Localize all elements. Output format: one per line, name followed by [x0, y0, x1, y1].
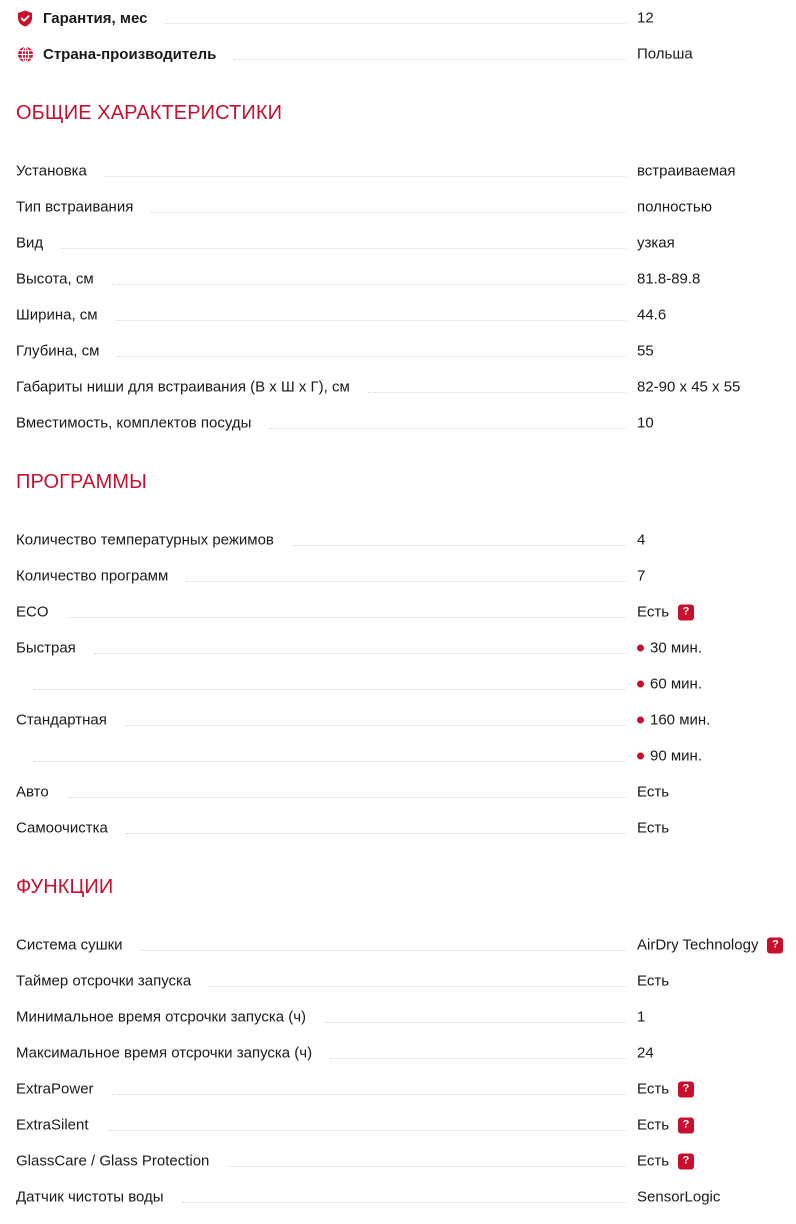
shield-check-icon: [16, 9, 34, 27]
spec-value: [637, 568, 645, 585]
dotted-leader: [209, 986, 626, 987]
spec-value-text: 44.6: [637, 306, 667, 324]
spec-row: [16, 1179, 796, 1215]
spec-value: [637, 748, 702, 765]
spec-label-text: Самоочистка: [16, 819, 108, 837]
spec-value: [637, 46, 693, 63]
dotted-leader: [186, 581, 626, 582]
spec-value-text: 24: [637, 1044, 654, 1062]
spec-label: [16, 640, 76, 657]
help-icon[interactable]: ?: [678, 1153, 694, 1169]
spec-row: [16, 297, 796, 333]
spec-value-text: SensorLogic: [637, 1188, 721, 1206]
spec-row: [16, 702, 796, 738]
help-icon[interactable]: ?: [678, 1081, 694, 1097]
spec-value: [637, 271, 700, 288]
spec-value-text: Есть: [637, 603, 670, 621]
spec-row: [16, 810, 796, 846]
spec-label-text: Быстрая: [16, 639, 76, 657]
dotted-leader: [292, 545, 626, 546]
spec-label: [16, 235, 43, 252]
spec-value: [637, 820, 669, 837]
spec-value: [637, 307, 666, 324]
spec-label: [16, 937, 123, 954]
spec-row: [16, 261, 796, 297]
dotted-leader: [330, 1058, 626, 1059]
spec-label: [16, 163, 87, 180]
dotted-leader: [151, 212, 626, 213]
spec-label: [16, 9, 147, 27]
spec-label-text: Количество температурных режимов: [16, 531, 274, 549]
spec-value: [637, 343, 654, 360]
spec-value-text: узкая: [637, 234, 675, 252]
dotted-leader: [227, 1166, 626, 1167]
dotted-leader: [182, 1202, 626, 1203]
spec-label-text: Глубина, см: [16, 342, 100, 360]
bullet-icon: [637, 717, 644, 724]
dotted-leader: [34, 761, 626, 762]
spec-value-text: AirDry Technology: [637, 936, 759, 954]
spec-label-text: Датчик чистоты воды: [16, 1188, 164, 1206]
spec-row: [16, 0, 796, 36]
spec-label: [16, 343, 99, 360]
spec-row: [16, 522, 796, 558]
spec-label-text: Количество программ: [16, 567, 169, 585]
spec-label: [16, 1189, 164, 1206]
spec-value: [637, 379, 740, 396]
spec-value-text: Польша: [637, 45, 693, 63]
spec-value: [637, 937, 783, 954]
spec-row: [16, 666, 796, 702]
dotted-leader: [324, 1022, 626, 1023]
spec-label: [16, 379, 350, 396]
spec-row: [16, 630, 796, 666]
spec-label: [16, 307, 98, 324]
spec-value-text: Есть: [637, 783, 670, 801]
spec-value: [637, 676, 702, 693]
spec-label-text: Тип встраивания: [16, 198, 134, 216]
spec-label-text: ExtraPower: [16, 1080, 94, 1098]
spec-label: [16, 1081, 94, 1098]
help-icon[interactable]: ?: [678, 1117, 694, 1133]
help-icon[interactable]: ?: [678, 604, 694, 620]
spec-label: [16, 415, 251, 432]
spec-row: [16, 153, 796, 189]
spec-row: [16, 774, 796, 810]
spec-label: [16, 271, 94, 288]
dotted-leader: [112, 284, 626, 285]
dotted-leader: [269, 428, 626, 429]
spec-row: [16, 999, 796, 1035]
spec-label: [16, 784, 49, 801]
spec-label-text: GlassCare / Glass Protection: [16, 1152, 210, 1170]
spec-value-text: 10: [637, 414, 654, 432]
spec-value-text: 90 мин.: [650, 747, 702, 765]
spec-row: [16, 1071, 796, 1107]
dotted-leader: [34, 689, 626, 690]
dotted-leader: [234, 59, 626, 60]
spec-value: [637, 532, 645, 549]
spec-label: [16, 532, 274, 549]
dotted-leader: [112, 1094, 626, 1095]
spec-label-text: Вид: [16, 234, 44, 252]
spec-value: [637, 640, 702, 657]
spec-row: [16, 558, 796, 594]
dotted-leader: [165, 23, 626, 24]
spec-value-text: 82-90 х 45 х 55: [637, 378, 741, 396]
spec-label-text: Стандартная: [16, 711, 107, 729]
spec-row: [16, 927, 796, 963]
dotted-leader: [141, 950, 626, 951]
spec-value: [637, 1009, 645, 1026]
spec-label-text: Максимальное время отсрочки запуска (ч): [16, 1044, 313, 1062]
spec-value: [637, 784, 669, 801]
spec-label-text: Ширина, см: [16, 306, 98, 324]
bullet-icon: [637, 753, 644, 760]
spec-value-text: Есть: [637, 972, 670, 990]
dotted-leader: [368, 392, 626, 393]
spec-label: [16, 1045, 312, 1062]
spec-row: [16, 333, 796, 369]
spec-label: [16, 604, 49, 621]
spec-row: [16, 738, 796, 774]
dotted-leader: [107, 1130, 626, 1131]
spec-label-text: Вместимость, комплектов посуды: [16, 414, 252, 432]
dotted-leader: [61, 248, 626, 249]
dotted-leader: [67, 617, 626, 618]
spec-value: [637, 1153, 694, 1170]
spec-value-text: Есть: [637, 819, 670, 837]
spec-label: [16, 45, 216, 63]
spec-value: [637, 1117, 694, 1134]
spec-label-text: Таймер отсрочки запуска: [16, 972, 192, 990]
spec-label-text: Минимальное время отсрочки запуска (ч): [16, 1008, 307, 1026]
section-title: ФУНКЦИИ: [16, 876, 114, 898]
spec-value-text: Есть: [637, 1152, 670, 1170]
spec-row: [16, 963, 796, 999]
spec-value-text: полностью: [637, 198, 712, 216]
spec-value-text: Есть: [637, 1080, 670, 1098]
spec-value-text: 30 мин.: [650, 639, 702, 657]
spec-value: [637, 415, 654, 432]
spec-value-text: Есть: [637, 1116, 670, 1134]
dotted-leader: [125, 725, 626, 726]
spec-label-text: Страна-производитель: [43, 45, 217, 63]
spec-value-text: 7: [637, 567, 646, 585]
spec-label: [16, 199, 133, 216]
help-icon[interactable]: ?: [767, 937, 783, 953]
spec-label-text: Габариты ниши для встраивания (В х Ш х Г), см: [16, 378, 350, 396]
dotted-leader: [116, 320, 626, 321]
spec-row: [16, 369, 796, 405]
section-title: ПРОГРАММЫ: [16, 471, 147, 493]
spec-row: [16, 189, 796, 225]
dotted-leader: [67, 797, 626, 798]
dotted-leader: [117, 356, 626, 357]
spec-label: [16, 712, 107, 729]
spec-value: [637, 163, 736, 180]
spec-row: [16, 594, 796, 630]
spec-row: [16, 1107, 796, 1143]
spec-value-text: 4: [637, 531, 646, 549]
spec-label-text: Высота, см: [16, 270, 94, 288]
section-title: ОБЩИЕ ХАРАКТЕРИСТИКИ: [16, 102, 283, 124]
spec-label: [16, 568, 168, 585]
spec-value-text: 1: [637, 1008, 646, 1026]
spec-value-text: встраиваемая: [637, 162, 736, 180]
spec-value: [637, 604, 694, 621]
spec-value: [637, 235, 675, 252]
spec-value: [637, 199, 712, 216]
spec-label: [16, 1009, 306, 1026]
spec-label-text: Авто: [16, 783, 49, 801]
spec-value: [637, 1045, 654, 1062]
spec-value: [637, 1081, 694, 1098]
spec-value: [637, 1189, 720, 1206]
spec-label-text: Установка: [16, 162, 87, 180]
spec-value-text: 81.8-89.8: [637, 270, 701, 288]
dotted-leader: [94, 653, 626, 654]
bullet-icon: [637, 645, 644, 652]
spec-value-text: 60 мин.: [650, 675, 702, 693]
spec-value-text: 55: [637, 342, 654, 360]
bullet-icon: [637, 681, 644, 688]
globe-icon: [16, 45, 34, 63]
spec-row: [16, 1035, 796, 1071]
spec-value: [637, 973, 669, 990]
dotted-leader: [105, 176, 626, 177]
spec-label-text: Система сушки: [16, 936, 123, 954]
spec-value-text: 160 мин.: [650, 711, 711, 729]
spec-row: [16, 1143, 796, 1179]
spec-label: [16, 1153, 209, 1170]
spec-value-text: 12: [637, 9, 654, 27]
spec-label: [16, 1117, 89, 1134]
spec-value: [637, 10, 654, 27]
dotted-leader: [126, 833, 626, 834]
spec-value: [637, 712, 710, 729]
spec-label-text: ECO: [16, 603, 49, 621]
spec-row: [16, 225, 796, 261]
spec-label: [16, 820, 108, 837]
spec-label-text: Гарантия, мес: [43, 9, 148, 27]
spec-row: [16, 36, 796, 72]
spec-row: [16, 405, 796, 441]
spec-label-text: ExtraSilent: [16, 1116, 89, 1134]
spec-label: [16, 973, 191, 990]
